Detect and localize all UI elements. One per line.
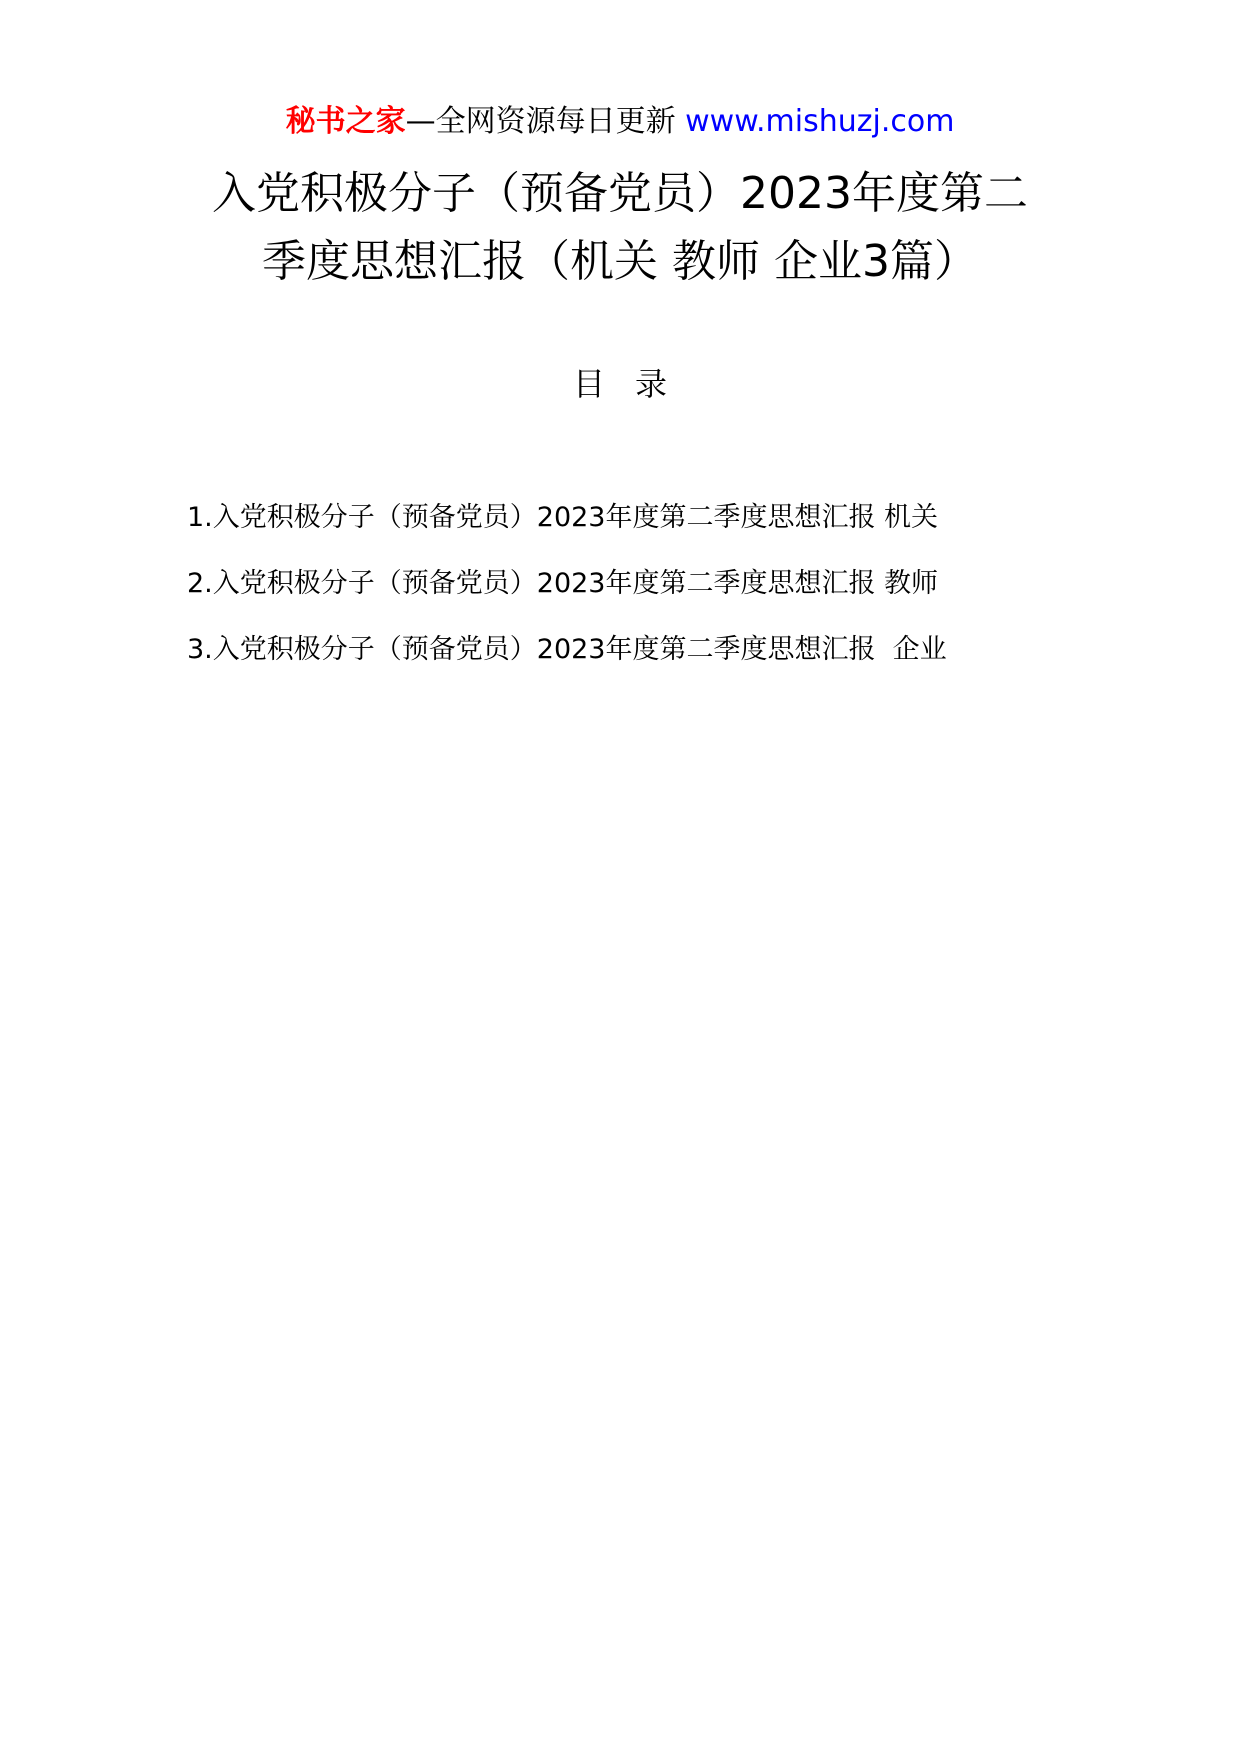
site-header [0, 100, 1240, 144]
header-tagline: —全网资源每日更新 [405, 104, 686, 139]
toc-list [187, 498, 1087, 696]
toc-item-3[interactable]: 3.入党积极分子（预备党员）2023年度第二季度思想汇报 企业 [187, 634, 947, 665]
toc-item-2[interactable]: 2.入党积极分子（预备党员）2023年度第二季度思想汇报 教师 [187, 568, 939, 599]
brand-name: 秘书之家 [285, 104, 406, 139]
document-title-line-2: 季度思想汇报（机关 教师 企业3篇） [262, 236, 978, 287]
toc-item-1[interactable]: 1.入党积极分子（预备党员）2023年度第二季度思想汇报 机关 [187, 502, 939, 533]
document-title-line-1: 入党积极分子（预备党员）2023年度第二 [212, 168, 1028, 219]
toc-heading: 目录 [572, 365, 697, 403]
site-url-link[interactable]: www.mishuzj.com [685, 104, 955, 139]
